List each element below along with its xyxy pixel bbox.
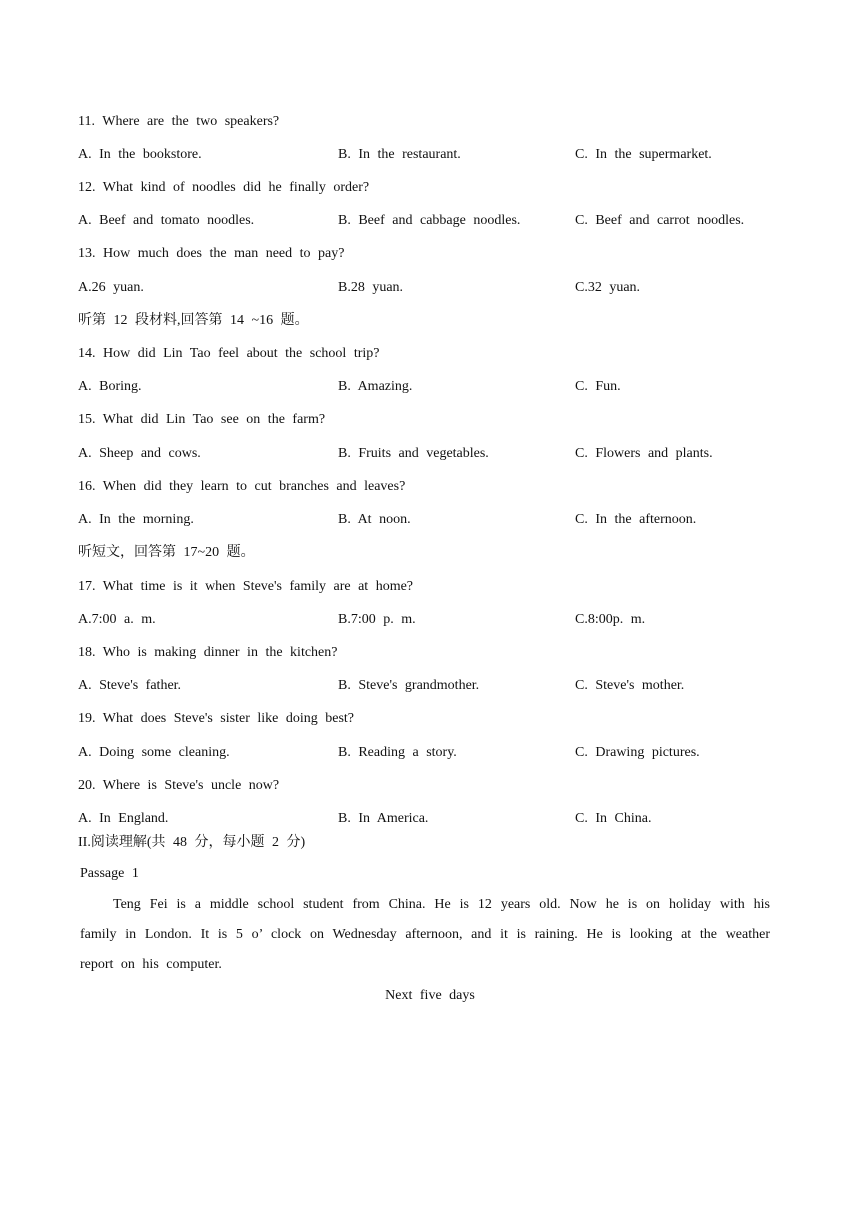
question-15: 15. What did Lin Tao see on the farm?: [78, 412, 326, 427]
q17-option-a: A.7:00 a. m.: [78, 612, 156, 627]
q11-option-b: B. In the restaurant.: [338, 147, 461, 162]
q12-option-a: A. Beef and tomato noodles.: [78, 213, 255, 228]
question-13: 13. How much does the man need to pay?: [78, 246, 345, 261]
q18-option-c: C. Steve's mother.: [575, 678, 685, 693]
q18-option-a: A. Steve's father.: [78, 678, 182, 693]
q15-option-b: B. Fruits and vegetables.: [338, 446, 489, 461]
q12-option-c: C. Beef and carrot noodles.: [575, 213, 745, 228]
section-heading: II.阅读理解(共 48 分，每小题 2 分): [78, 835, 306, 850]
question-20: 20. Where is Steve's uncle now?: [78, 778, 280, 793]
q20-option-c: C. In China.: [575, 811, 652, 826]
q14-option-c: C. Fun.: [575, 379, 621, 394]
instruction-material-12: 听第 12 段材料,回答第 14 ~16 题。: [78, 313, 309, 328]
instruction-short-text: 听短文，回答第 17~20 题。: [78, 545, 255, 560]
q20-option-a: A. In England.: [78, 811, 169, 826]
question-11: 11. Where are the two speakers?: [78, 114, 280, 129]
q13-option-c: C.32 yuan.: [575, 280, 641, 295]
q19-option-a: A. Doing some cleaning.: [78, 745, 230, 760]
passage-label: Passage 1: [80, 866, 139, 881]
question-18: 18. Who is making dinner in the kitchen?: [78, 645, 338, 660]
passage-body: Teng Fei is a middle school student from China. He is 12 years old. Now he is on holiday with his family in London. It is 5 o’ clock on Wednesday afternoon, and it is raining. He is looking at the weather report on his computer.: [80, 897, 770, 972]
q17-option-c: C.8:00p. m.: [575, 612, 646, 627]
q14-option-a: A. Boring.: [78, 379, 142, 394]
q11-option-a: A. In the bookstore.: [78, 147, 202, 162]
q16-option-a: A. In the morning.: [78, 512, 194, 527]
question-19: 19. What does Steve's sister like doing best?: [78, 711, 355, 726]
q13-option-a: A.26 yuan.: [78, 280, 144, 295]
q20-option-b: B. In America.: [338, 811, 429, 826]
question-12: 12. What kind of noodles did he finally order?: [78, 180, 370, 195]
question-16: 16. When did they learn to cut branches and leaves?: [78, 479, 406, 494]
q17-option-b: B.7:00 p. m.: [338, 612, 416, 627]
q16-option-b: B. At noon.: [338, 512, 411, 527]
q14-option-b: B. Amazing.: [338, 379, 413, 394]
question-17: 17. What time is it when Steve's family are at home?: [78, 579, 414, 594]
question-14: 14. How did Lin Tao feel about the school trip?: [78, 346, 380, 361]
q18-option-b: B. Steve's grandmother.: [338, 678, 480, 693]
q19-option-b: B. Reading a story.: [338, 745, 457, 760]
q19-option-c: C. Drawing pictures.: [575, 745, 700, 760]
q12-option-b: B. Beef and cabbage noodles.: [338, 213, 521, 228]
q16-option-c: C. In the afternoon.: [575, 512, 697, 527]
table-title: Next five days: [385, 988, 475, 1003]
q11-option-c: C. In the supermarket.: [575, 147, 712, 162]
q15-option-c: C. Flowers and plants.: [575, 446, 713, 461]
q15-option-a: A. Sheep and cows.: [78, 446, 201, 461]
q13-option-b: B.28 yuan.: [338, 280, 404, 295]
